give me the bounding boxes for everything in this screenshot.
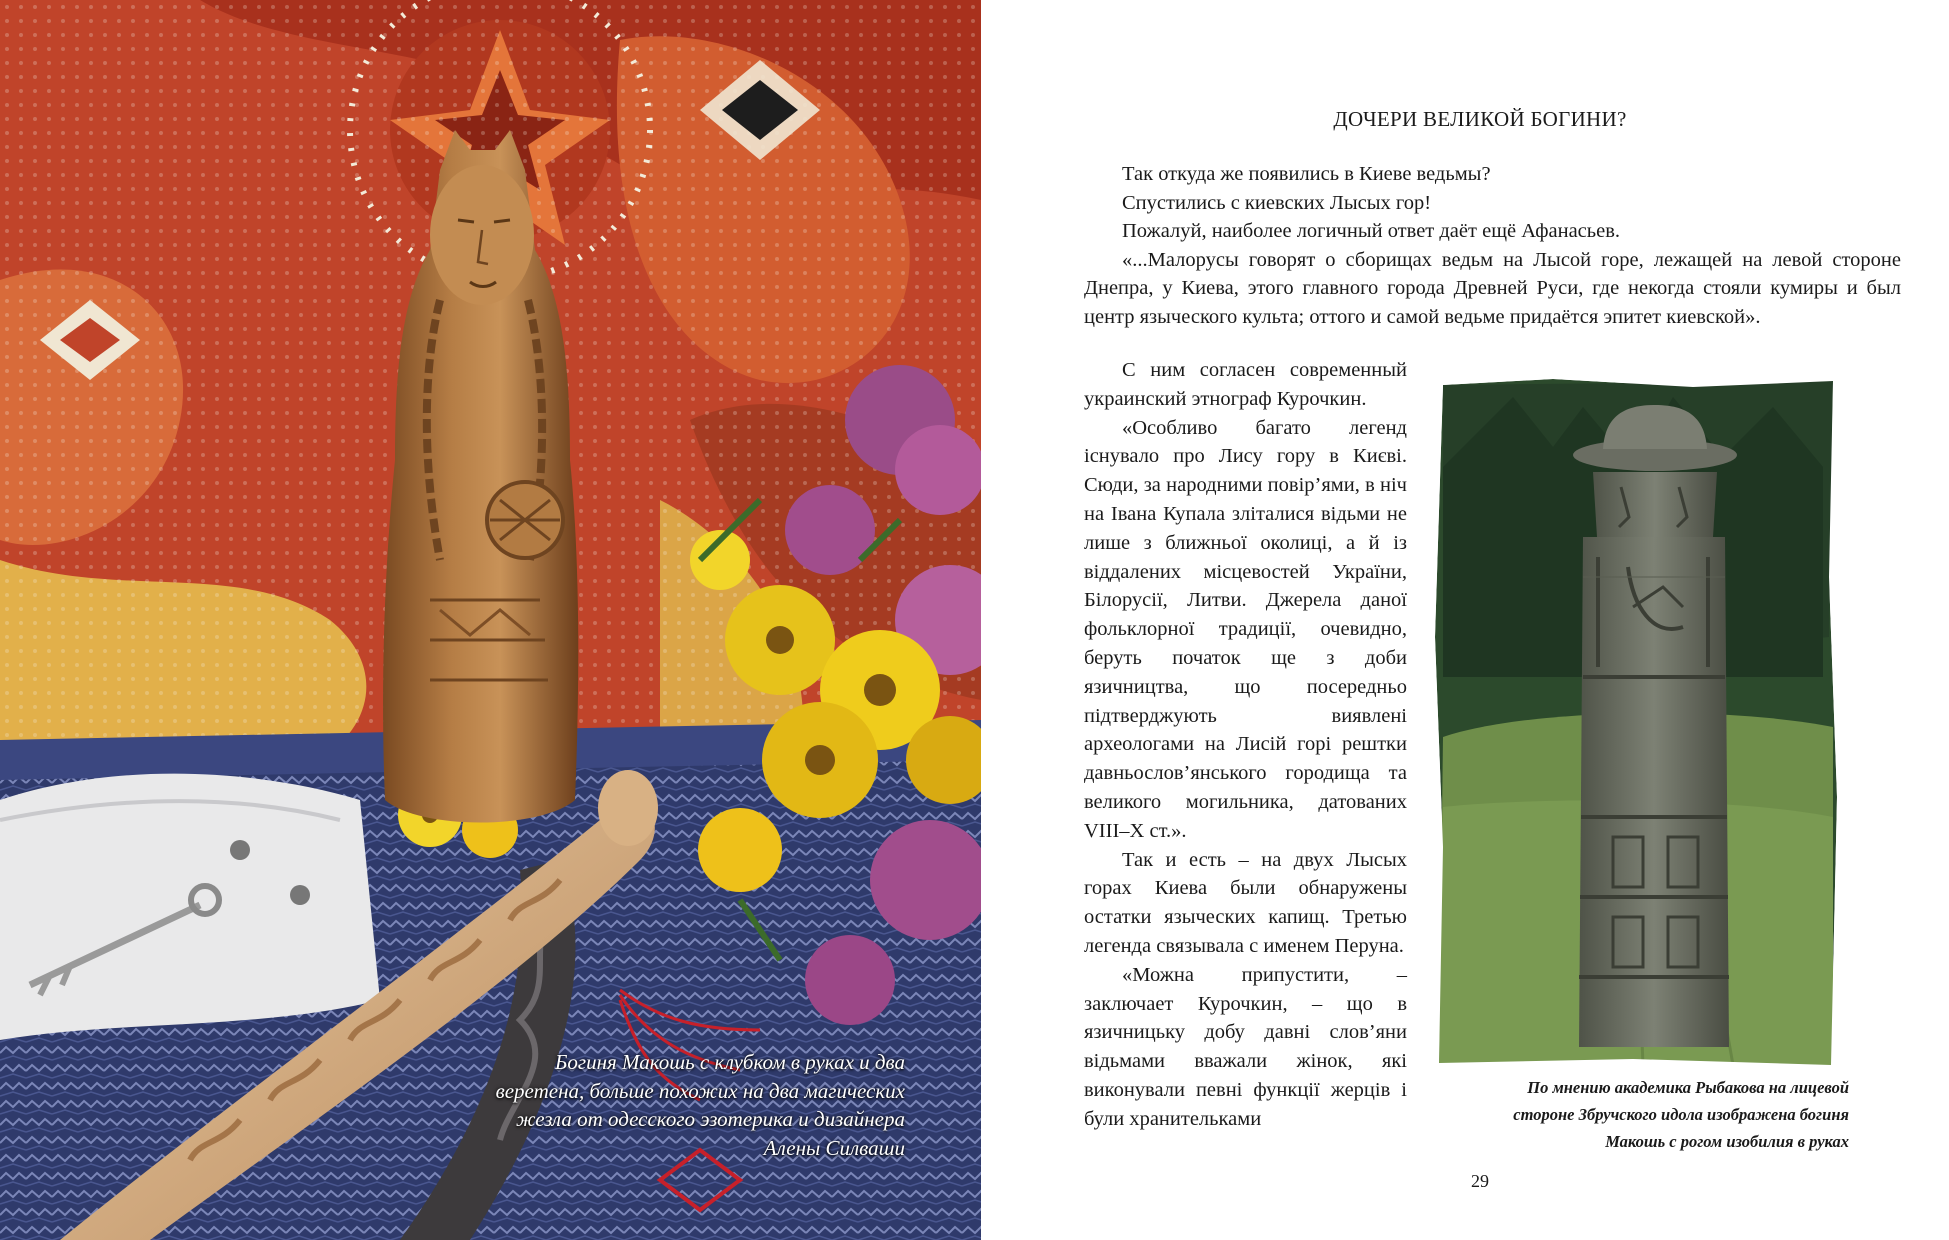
paragraph: «...Малорусы говорят о сборищах ведьм на Лысой горе, лежащей на левой стороне Днепра, у Киева, этого главного города Древней Руси, где некогда стояли кумиры и был центр языческого культа; оттого и самой ведьме придаётся эпитет киевской». <box>1084 248 1901 328</box>
paragraph: «Особливо багато легенд існувало про Лису гору в Києві. Сюди, за народними повір’ями, в ніч на Івана Купала зліталися відьми не лише з ближньої околиці, а й із віддалених місцевостей України, Білорусії, Литви. Джерела даної фольклорної традиції, очевидно, беруть початок ще з доби язичництва, що посередньо підтверджують виявлені археологами на Лисій горі рештки давньослов’янського городища та великого могильника, датованих VIII–X ст.». <box>1084 416 1407 842</box>
full-width-text <box>1084 160 1901 331</box>
paragraph: Пожалуй, наиболее логичный ответ даёт ещё Афанасьев. <box>1122 220 1621 242</box>
caption-line: Алены Силваши <box>763 1135 905 1160</box>
photo-caption-idol <box>1421 1074 1849 1155</box>
caption-line: веретена, больше похожих на два магических <box>495 1078 905 1103</box>
narrow-column-text <box>1084 356 1407 1134</box>
paragraph: Так и есть – на двух Лысых горах Киева были обнаружены остатки языческих капищ. Третью легенда связывала с именем Перуна. <box>1084 848 1407 957</box>
caption-line: По мнению академика Рыбакова на лицевой <box>1527 1078 1849 1097</box>
photo-caption-makosh <box>395 1048 905 1162</box>
paragraph: Так откуда же появились в Киеве ведьмы? <box>1122 163 1491 185</box>
zbruch-idol-photo <box>1433 377 1839 1065</box>
caption-line: Макошь с рогом изобилия в руках <box>1605 1132 1849 1151</box>
caption-line: жезла от одесского эзотерика и дизайнера <box>515 1107 905 1131</box>
paragraph: С ним согласен современный украинский этнограф Курочкин. <box>1084 359 1407 410</box>
paragraph: «Можна припустити, – заключает Курочкин, – що в язичницьку добу давні слов’яни відьмами вважали жінок, які виконували певні функції жерців і були хранительками <box>1084 963 1407 1130</box>
chapter-title: ДОЧЕРИ ВЕЛИКОЙ БОГИНИ? <box>1333 107 1627 131</box>
caption-line: Богиня Макошь с клубком в руках и два <box>555 1050 905 1074</box>
paragraph: Спустились с киевских Лысых гор! <box>1122 191 1432 214</box>
page-number: 29 <box>1471 1171 1489 1191</box>
caption-line: стороне Збручского идола изображена богиня <box>1513 1105 1849 1124</box>
right-page <box>981 0 1949 1240</box>
